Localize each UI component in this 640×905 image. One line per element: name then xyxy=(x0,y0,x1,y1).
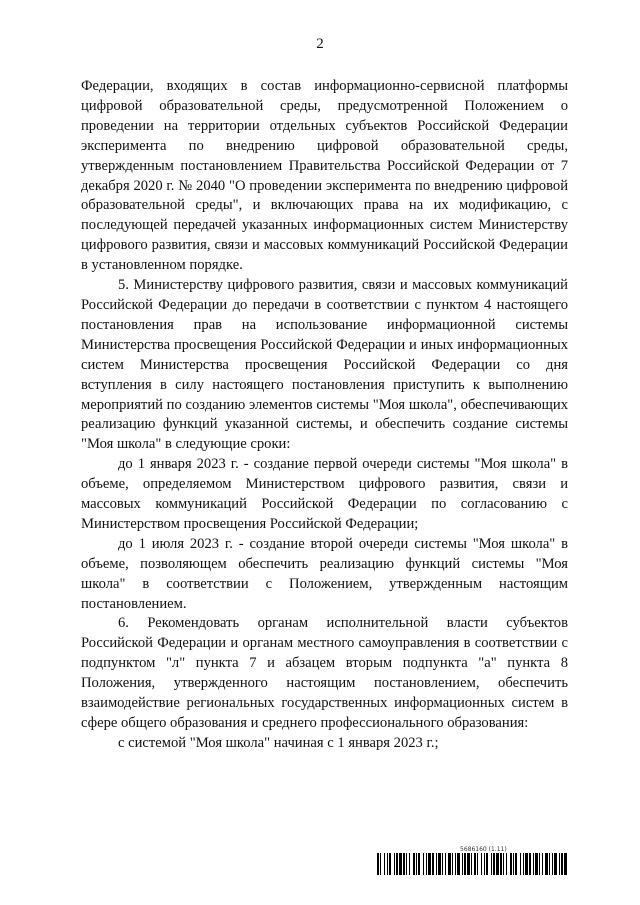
barcode-bar xyxy=(387,853,388,875)
barcode-bar xyxy=(423,853,424,875)
document-code: 5686160 (1.11) xyxy=(460,846,507,853)
barcode-bar xyxy=(491,853,492,875)
barcode-bar xyxy=(471,853,472,875)
barcode-bar xyxy=(448,853,451,875)
barcode-bar xyxy=(396,853,398,875)
barcode-bar xyxy=(380,853,381,875)
barcode-bar xyxy=(442,853,443,875)
barcode-bar xyxy=(513,853,514,875)
barcode-bar xyxy=(539,853,540,875)
barcode-bar xyxy=(436,853,437,875)
paragraph-item-6: 6. Рекомендовать органам исполнительной власти субъектов Российской Федерации и органам местного самоуправления в соответствии с подпунктом "л" пункта 7 и абзацем вторым подпункта "а" пункта 8 Положения, утвержденного настоящим постановлением, обеспечить взаимодействие региональных государственных информационных систем в сфере общего образования и среднего профессионального образования: xyxy=(81,615,568,731)
barcode-bar xyxy=(416,853,417,875)
barcode-bar xyxy=(418,853,420,875)
barcode-bar xyxy=(486,853,488,875)
barcode-bar xyxy=(520,853,521,875)
barcode-bar xyxy=(535,853,538,875)
barcode-bar xyxy=(549,853,550,875)
barcode-bar xyxy=(377,853,379,875)
barcode-bar xyxy=(445,853,446,875)
barcode xyxy=(377,853,568,875)
barcode-bar xyxy=(413,853,415,875)
barcode-bar xyxy=(432,853,434,875)
barcode-bar xyxy=(481,853,482,875)
barcode-bar xyxy=(409,853,410,875)
barcode-bar xyxy=(384,853,385,875)
barcode-bar xyxy=(438,853,441,875)
barcode-bar xyxy=(474,853,476,875)
barcode-bar xyxy=(503,853,504,875)
barcode-bar xyxy=(493,853,495,875)
barcode-bar xyxy=(554,853,557,875)
barcode-bar xyxy=(533,853,534,875)
paragraph-deadline-1: до 1 января 2023 г. - создание первой очереди системы "Моя школа" в объеме, определяемом Министерством цифрового развития, связи и массовых коммуникаций Российской Федерации по согласованию с Министерством просвещения Российской Федерации; xyxy=(81,456,568,532)
barcode-bar xyxy=(529,853,531,875)
barcode-bar xyxy=(564,853,567,875)
barcode-bar xyxy=(467,853,470,875)
barcode-bar xyxy=(552,853,553,875)
barcode-bar xyxy=(426,853,427,875)
barcode-bar xyxy=(389,853,391,875)
document-body xyxy=(81,77,568,754)
barcode-bar xyxy=(452,853,453,875)
barcode-bar xyxy=(561,853,563,875)
barcode-bar xyxy=(462,853,463,875)
barcode-bar xyxy=(510,853,512,875)
barcode-bar xyxy=(399,853,402,875)
barcode-bar xyxy=(523,853,524,875)
barcode-bar xyxy=(559,853,560,875)
barcode-bar xyxy=(464,853,466,875)
barcode-bar xyxy=(515,853,517,875)
barcode-bar xyxy=(477,853,478,875)
barcode-bar xyxy=(506,853,507,875)
barcode-bar xyxy=(525,853,528,875)
barcode-bar xyxy=(394,853,395,875)
paragraph-deadline-2: до 1 июля 2023 г. - создание второй очереди системы "Моя школа" в объеме, позволяющем обеспечить реализацию функций системы "Моя школа" в соответствии с Положением, утвержденным настоящим постановлением. xyxy=(81,535,568,612)
barcode-bar xyxy=(406,853,407,875)
barcode-bar xyxy=(500,853,502,875)
barcode-bar xyxy=(457,853,460,875)
barcode-bar xyxy=(428,853,431,875)
barcode-bar xyxy=(455,853,456,875)
paragraph-item-5: 5. Министерству цифрового развития, связи и массовых коммуникаций Российской Федерации до передачи в соответствии с пунктом 4 настоящего постановления прав на использование информационной системы Министерства просвещения Российской Федерации и иных информационных систем Министерства просвещения Российской Федерации со дня вступления в силу настоящего постановления приступить к выполнению мероприятий по созданию элементов системы "Моя школа", обеспечивающих реализацию функций указанной системы, и обеспечить создание системы "Моя школа" в следующие сроки: xyxy=(81,277,568,453)
barcode-bar xyxy=(484,853,485,875)
barcode-bar xyxy=(403,853,405,875)
barcode-bar xyxy=(542,853,543,875)
paragraph-item-6-sub: с системой "Моя школа" начиная с 1 января 2023 г.; xyxy=(118,734,439,751)
paragraph-continuation: Федерации, входящих в состав информационно-сервисной платформы цифровой образовательной среды, предусмотренной Положением о проведении на территории отдельных субъектов Российской Федерации эксперимента по внедрению цифровой образовательной среды, утвержденным постановлением Правительства Российской Федерации от 7 декабря 2020 г. № 2040 "О проведении эксперимента по внедрению цифровой образовательной среды", и включающих права на их модификацию, с последующей передачей указанных информационных систем Министерству цифрового развития, связи и массовых коммуникаций Российской Федерации в установленном порядке. xyxy=(81,78,568,274)
page-number: 2 xyxy=(316,36,324,52)
barcode-bar xyxy=(545,853,548,875)
barcode-bar xyxy=(496,853,499,875)
